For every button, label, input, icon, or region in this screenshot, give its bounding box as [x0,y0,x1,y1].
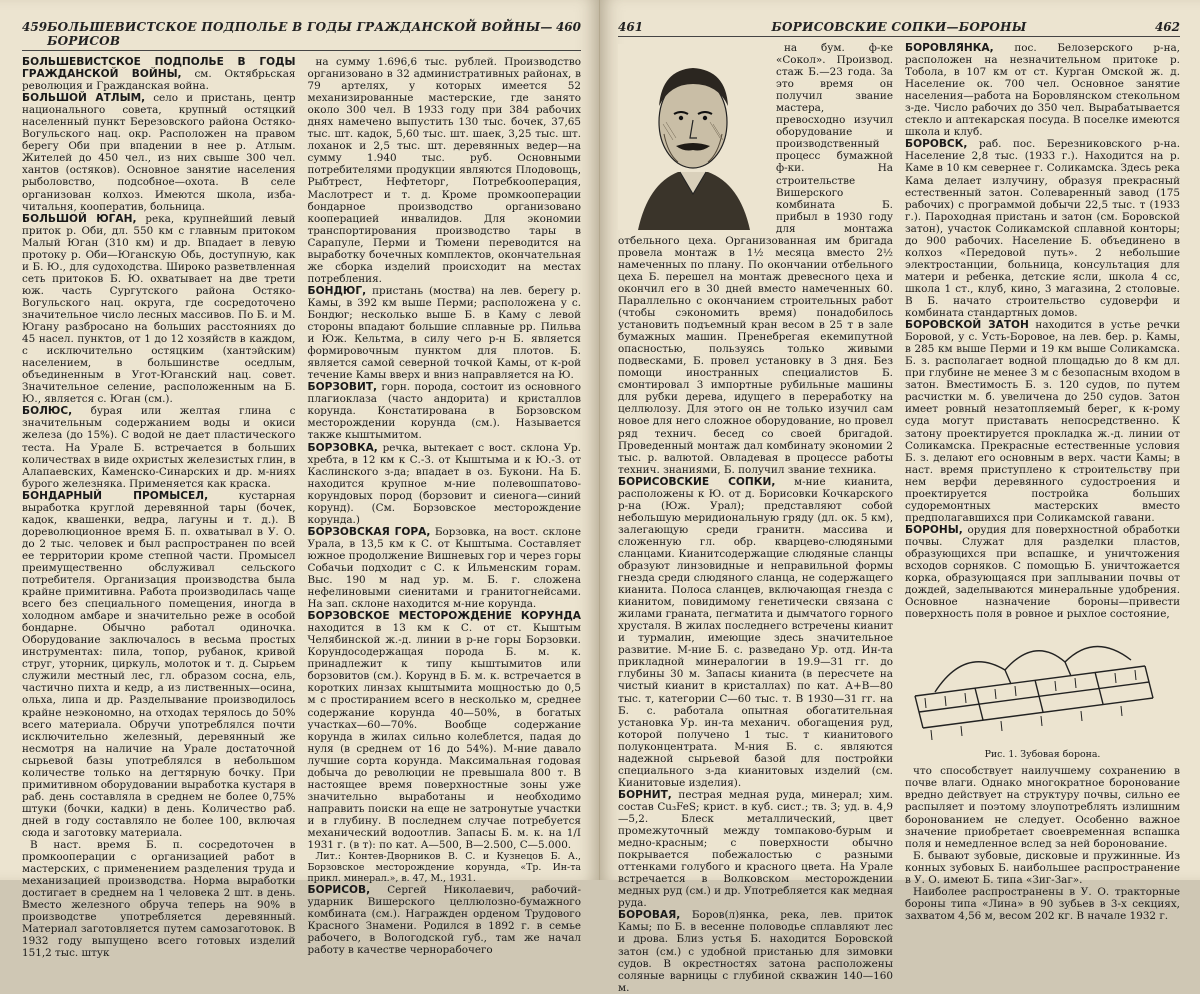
column-1 [22,56,296,960]
entry-text: Сергей Николаевич, рабочий-ударник Вишерского целлюлозно-бумажного комбината (см.). Награжден орденом Трудового Красного Знамени. Родился в 1892 г. в семье рабочего, в Вологодской губ., там же начал работу в качестве чернорабочего [307,884,581,957]
encyclopedia-entry [22,213,296,406]
entry-headword: БОРЗОВКА, [307,441,378,454]
entry-headword: БОРНИТ, [618,788,672,801]
entry-text: Боров(л)янка, река, лев. приток Камы; по Б. в весенне половодье сплавляют лес и дрова. Близ устья Б. находится Боровской затон (см.) с удобной пристанью для зимовки судов. В окрестностях затона расположены соляные варницы с глубиной скважин 140—160 м. [618,909,893,994]
encyclopedia-entry [905,765,1180,849]
encyclopedia-entry [905,138,1180,319]
entry-headword: БОЛЬШЕВИСТСКОЕ ПОДПОЛЬЕ В ГОДЫ ГРАЖДАНСКОЙ ВОЙНЫ, [22,56,296,81]
encyclopedia-entry [308,381,582,441]
entry-headword: БОРОВАЯ, [618,909,681,922]
page-number-460: 460 [555,20,581,34]
entry-text: река, крупнейший левый приток р. Оби, дл. 550 км с главным притоком Малый Юган (310 км) и др. Впадает в левую протоку р. Оби—Юганскую Обь, доступную, как и Б. Ю., для судоходства. Широко разветвленная сеть притоков Б. Ю. охватывает на две трети юж. часть Сургутского района Остяко-Вогульского нац. округа, где сосредоточено значительное число лесных массивов. По Б. и М. Югану разбросано на больших расстояниях до 45 насел. пунктов, от 1 до 12 хозяйств в каждом, с исключительно остяцким (хантэйским) населением, в большинстве оседлым, объединенным в Угот-Юганский нац. совет. Значительное селение, расположенным на Б. Ю., является с. Юган (см.). [22,212,296,406]
encyclopedia-entry [905,42,1180,138]
page-number-459: 459 [22,20,48,34]
entry-text: что способствует наилучшему сохранению в почве влаги. Однако многократное боронование вредно действует на структуру почвы, сильно ее распыляет и поэтому злоупотреблять излишним боронованием не следует. Особенно важное значение приобретает своевременная вспашка поля и немедленное вслед за ней боронование. [905,765,1180,850]
encyclopedia-entry [618,789,893,909]
entry-headword: БОРЗОВИТ, [307,381,378,394]
encyclopedia-entry [22,405,296,489]
entry-text: Борзовка, на вост. склоне Урала, в 13,5 км к С. от Кыштыма. Составляет южное продолжение Вишневых гор и через горы Собачьи подходит с С. к Ильменским горам. Выс. 190 м над ур. м. Б. г. сложена нефелиновыми сиенитами и гранитогнейсами. На зап. склоне находится м-ние корунда. [307,525,581,611]
encyclopedia-entry [22,56,296,92]
entry-text: на сумму 1.696,6 тыс. рублей. Производство организовано в 32 административных районах, в 79 артелях, у которых имеется 52 механизированные мастерские, где занято около 300 чел. В 1933 году при 384 рабочих днях намечено выпустить 130 тыс. бочек, 37,65 тыс. шт. кадок, 5,60 тыс. шт. шаек, 3,25 тыс. шт. лоханок и 2,5 тыс. шт. деревянных ведер—на сумму 1.940 тыс. руб. Основными потребителями продукции являются Плодовощь, Рыбтрест, Нефтеторг, Потребкооперация, Маслотрест и т. д. Кроме промкооперации бондарное производство организовано кооперацией инвалидов. Для экономии транспортирования производство тары в Сарапуле, Перми и Тюмени переводится на выработку бочечных комплектов, окончательная же сборка изделий происходит на местах потребления. [307,56,581,285]
encyclopedia-entry [22,839,296,959]
entry-text: м-ние кианита, расположены к Ю. от д. Борисовки Кочкарского р-на (Юж. Урал); представляют собой небольшую меридиональную гряду (дл. ок. 5 км), залегающую среди гранитн. массива и сложенную гл. обр. кварцево-слюдяными сланцами. Кианитсодержащие слюдяные сланцы образуют линзовидные и неправильной формы гнезда среди слюдяного сланца, не содержащего кианита. Полоса сланцев, включающая гнезда с кианитом, повидимому генетически связана с жилами граната, пегматита и дымчатого горного хрусталя. В жилах последнего встречены кианит и турмалин, имеющие здесь значительное развитие. М-ние Б. с. разведано Ур. отд. Ин-та прикладной минералогии в 19.9—31 гг. до глубины 30 м. Запасы кианита (в пересчете на чистый кианит в кристаллах) по кат. А+В—80 тыс. т, категории С—60 тыс. т. В 1930—31 гг. на Б. с. работала опытная обогатительная установка Ур. ин-та механич. обогащения руд, которой получено 1 тыс. т кианитового полуконцентрата. М-ния Б. с. являются надежной сырьевой базой для постройки специального з-да кианитовых изделий (см. Кианитовые изделия). [618,475,893,789]
entry-text: кустарная выработка круглой деревянной тары (бочек, кадок, квашенки, ведра, лагуны и т. д.). В дореволюционное время Б. п. охватывал в У. О. до 2 тыс. человек и был распространен по всей ее территории кроме степной части. Промысел преимущественно обслуживал сельского потребителя. Организация производства была крайне примитивна. Работа производилась чаще всего без специального помещения, иногда в холодном амбаре и значительно реже в особой бондарне. Обычно работал одиночка. Оборудование заключалось в весьма простых инструментах: пила, топор, рубанок, кривой струг, уторник, циркуль, молоток и т. д. Сырьем служили местный лес, гл. образом сосна, ель, частично пихта и кедр, а из лиственных—осина, ольха, липа и др. Разделывание производилось крайне неэкономно, на отходах терялось до 50% всего материала. Обручи употреблялся почти исключительно железный, деревянный же несмотря на наличие на Урале достаточной сырьевой базы употреблялся в небольшом количестве только на дегтярную бочку. При примитивном оборудовании выработка кустаря в раб. день составляла в среднем не более 0,75% штуки (бочки, кадки) в день. Количество раб. дней в году составляло не более 100, включая сюда и заготовку материала. [22,489,296,839]
encyclopedia-entry [308,526,582,610]
entry-text: Лит.: Контев-Дворников В. С. и Кузнецов Б. А., Борзовское месторождение корунда, «Тр. Ин-та прикл. минерал.», в. 47, М., 1931. [307,851,581,885]
entry-text: раб. пос. Березниковского р-на. Население 2,8 тыс. (1933 г.). Находится на р. Каме в 10 км севернее г. Соликамска. Здесь река Кама делает излучину, образуя прекрасный естественный затон. Солеваренный завод (175 рабочих) с программой добычи 22,5 тыс. т (1933 г.). Пароходная пристань и затон (см. Боровской затон), участок Соликамской сплавной конторы; до 900 рабочих. Население Б. объединено в колхоз «Передовой путь». 2 небольшие электростанции, больница, консультация для матери и ребенка, детские ясли, школа 4 сс, школа 1 ст., клуб, кино, 3 магазина, 2 столовые. В Б. начато строительство судоверфи и комбината стандартных домов. [905,138,1180,320]
encyclopedia-entry [308,56,582,285]
entry-text: горн. порода, состоит из основного плагиоклаза (часто андорита) и кристаллов корунда. Констатирована в Борзовском месторождении корунда (см.). Называется также кыштымитом. [307,381,581,442]
entry-text: на бум. ф-ке «Сокол». Производ. стаж Б.—23 года. За это время он получил звание мастера, превосходно изучил оборудование и производственный процесс бумажной ф-ки. На строительстве Вишерского комбината Б. прибыл в 1930 году для монтажа отбельного цеха. Организованная им бригада провела монтаж в 1½ месяца вместо 2½ намеченных по плану. По окончании отбельного цеха Б. перешел на монтаж древесного цеха и окончил его в 30 дней вместо намеченных 60. Параллельно с окончанием строительных работ (чтобы сэкономить время) понадобилось установить подъемный кран весом в 25 т в зале бумажных машин. Пренебрегая екемипутной опасностью, пользуясь только живыми подвесками, Б. провел установку в 3 дня. Без помощи иностранных специалистов Б. смонтировал 3 импортные рубильные машины для рубки дерева, идущего в переработку на целлюлозу. Для этого он не только изучил сам новое для него сложное оборудование, но провел ряд технич. бесед со своей бригадой. Проведенный монтаж дал комбинату экономии 2 тыс. р. валютой. Овладевая в процессе работы технич. знаниями, Б. получил звание техника. [618,42,893,476]
entry-text: речка, вытекает с вост. склона Ур. хребта, в 12 км к С.-З. от Кыштыма и к Ю.-З. от Каслинского з-да; впадает в оз. Букони. На Б. находится крупное м-ние полевошпатово-корундовых пород (борзовит и сиенога—синий корунд). (См. Борзовское месторождение корунда.) [307,441,581,526]
encyclopedia-entry [905,319,1180,524]
entry-text: бурая или желтая глина с значительным содержанием воды и окиси железа (до 15%). С водой не дает пластического теста. На Урале Б. встречается в больших количествах в виде охристых железистых глин, в Алапаевских, Каменско-Синарских и др. м-ниях бурого железняка. Применяется как краска. [22,405,296,490]
entry-text: пристань (моства) на лев. берегу р. Камы, в 392 км выше Перми; расположена у с. Бондюг; несколько выше Б. в Каму с левой стороны впадают большие сплавные рр. Пильва и Юж. Кельтма, в силу чего р-н Б. является формировочным пунктом для плотов. Б. является самой северной точкой Камы, от к-рой течение Камы вверх и вниз направляется на Ю. [307,284,581,382]
entry-text: село и пристань, центр национального совета, крупный остяцкий населенный пункт Березовского района Остяко-Вогульского нац. окр. Расположен на правом берегу Оби при впадении в нее р. Атлым. Жителей до 450 чел., из них свыше 300 чел. хантов (остяков). Основное занятие населения рыболовство, подсобное—охота. В селе организован колхоз. Имеются школа, изба-читальня, кооператив, больница. [22,92,296,213]
entry-text: Наиболее распространены в У. О. тракторные бороны типа «Лина» в 90 зубьев в 3-х секциях, захватом 4,56 м, весом 202 кг. В начале 1932 г. [905,885,1180,922]
running-title-left: БОЛЬШЕВИСТСКОЕ ПОДПОЛЬЕ В ГОДЫ ГРАЖДАНСКОЙ ВОЙНЫ—БОРИСОВ [47,20,553,48]
harrow-illustration [905,626,1171,746]
encyclopedia-entry [308,442,582,526]
entry-text: Б. бывают зубовые, дисковые и пружинные. Из конных зубовых Б. наибольшее распространение в У. О. имеют Б. типа «Зиг-Заг». [905,849,1180,886]
column-3 [618,42,893,994]
encyclopedia-entry [905,886,1180,922]
page-number-462: 462 [1154,20,1180,34]
right-page-header [618,20,1180,37]
entry-text: пестрая медная руда, минерал; хим. состав Cu₃FeS; крист. в куб. сист.; тв. 3; уд. в. 4,9—5,2. Блеск металлический, цвет промежуточный между томпаково-бурым и медно-красным; с поверхности обычно покрывается побежалостью с разными оттенками голубого и красного цвета. На Урале встречается в Волковском месторождении медных руд (см.) и др. Употребляется как медная руда. [618,788,893,910]
entry-text: см. Октябрьская революция и Гражданская война. [22,68,296,93]
left-page [0,0,600,960]
encyclopedia-entry [308,884,582,956]
entry-text: находится в устье речки Боровой, у с. Усть-Боровое, на лев. бер. р. Камы, в 285 км выше Перми и 19 км выше Соликамска. Б. з. располагает водной площадью до 8 км дл. при глубине не менее 3 м с безопасным входом в затон. Вместимость Б. з. 120 судов, по путем расчистки м. б. увеличена до 250 судов. Затон имеет ровный незатопляемый берег, к к-рому суда могут приставать непосредственно. К затону проектируется прокладка ж.-д. линии от Соликамска. Прекрасные естественные условия Б. з. делают его основным в верх. части Камы; в наст. время приступлено к строительству при нем верфи деревянного судостроения и проектируется постройка больших судоремонтных мастерских вместо предполагавшихся при Соликамской гавани. [905,319,1180,524]
entry-headword: БОРЗОВСКАЯ ГОРА, [307,525,431,538]
entry-headword: БОЛЮС, [22,405,73,418]
entry-headword: БОРИСОВСКИЕ СОПКИ, [618,475,776,488]
encyclopedia-entry [905,850,1180,886]
harrow-figure [905,626,1180,761]
figure-caption: Рис. 1. Зубовая борона. [984,749,1101,761]
page-number-461: 461 [618,20,644,34]
running-title-right: БОРИСОВСКИЕ СОПКИ—БОРОНЫ [771,20,1027,34]
entry-text: орудия для поверхностной обработки почвы. Служат для разделки пластов, образующихся при вспашке, и уничтожения всходов сорняков. С помощью Б. уничтожается корка, образующаяся при заплывании почвы от дождей, заделываются минеральные удобрения. Основное назначение бороны—привести поверхность поля в ровное и рыхлое состояние, [905,523,1180,621]
column-4 [905,42,1180,922]
entry-headword: БОРОВЛЯНКА, [905,42,994,54]
encyclopedia-entry [308,285,582,381]
encyclopedia-entry [22,92,296,212]
entry-headword: БОРИСОВ, [307,884,371,897]
entry-headword: БОРЗОВСКОЕ МЕСТОРОЖДЕНИЕ КОРУНДА [307,610,581,623]
encyclopedia-entry [308,610,582,851]
entry-text: В наст. время Б. п. сосредоточен в промкооперации с организацией работ в мастерских, с применением разделения труда и механизацией производства. Норма выработки достигает в среднем на 1 человека 2 шт. в день. Вместо железного обруча теперь на 90% в производстве употребляется деревянный. Материал заготовляется путем самозаготовок. В 1932 году выпущено всего готовых изделий 151,2 тыс. штук [22,839,296,960]
encyclopedia-entry [905,524,1180,620]
entry-headword: БОРОВСК, [905,138,968,151]
entry-headword: БОНДАРНЫЙ ПРОМЫСЕЛ, [22,489,209,502]
entry-headword: БОРОНЫ, [905,523,963,536]
entry-headword: БОРОВСКОЙ ЗАТОН [905,319,1029,332]
borisov-portrait-image [618,44,768,230]
encyclopedia-entry [22,490,296,839]
encyclopedia-entry [618,476,893,789]
left-page-header [22,20,581,51]
entry-headword: БОЛЬШОЙ ЮГАН, [22,212,137,225]
entry-headword: БОЛЬШОЙ АТЛЫМ, [22,92,146,105]
entry-text: пос. Белозерского р-на, расположен на незначительном притоке р. Тобола, в 107 км от ст. Курган Омской ж. д. Население ок. 700 чел. Основное занятие населения—работа на Боровлянском стекольном з-де. Число рабочих до 350 чел. Вырабатывается стекло и аптекарская посуда. В поселке имеются школа и клуб. [905,42,1180,139]
encyclopedia-entry [308,851,582,884]
entry-text: находится в 13 км к С. от ст. Кыштым Челябинской ж.-д. линии в р-не горы Борзовки. Корундосодержащая порода Б. м. к. принадлежит к типу кыштымитов или борзовитов (см.). Корунд в Б. м. к. встречается в коротких линзах кыштымита мощностью до 0,5 м с простиранием всего в несколько м, среднее содержание корунда 40—50%, в богатых участках—60—70%. Вообще содержание корунда в жилах сильно колеблется, падая до нуля (в среднем от 16 до 54%). М-ние давало лучшие сорта корунда. Максимальная годовая добыча до революции не превышала 800 т. В настоящее время поверхностные зоны уже значительно выработаны и необходимо направить поиски на еще не затронутые участки и в глубину. В последнем случае потребуется механический водоотлив. Запасы Б. м. к. на 1/I 1931 г. (в т): по кат. А—500, В—2.500, С—5.000. [307,622,581,852]
column-2 [307,56,582,957]
encyclopedia-entry [618,909,893,993]
entry-headword: БОНДЮГ, [307,284,367,297]
right-page [600,0,1200,994]
